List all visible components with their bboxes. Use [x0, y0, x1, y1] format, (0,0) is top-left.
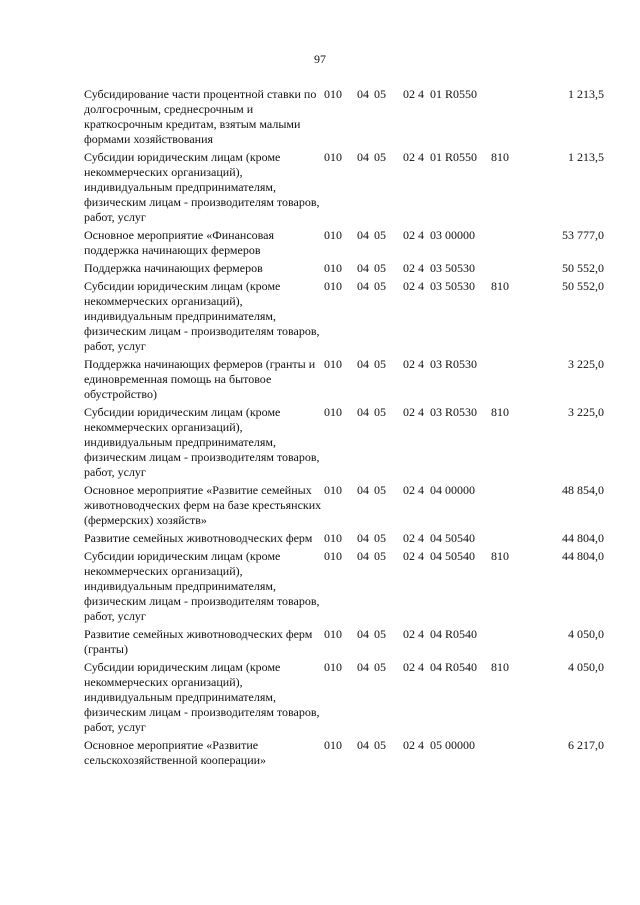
row-section-code: 010 [324, 483, 342, 497]
row-target-article: 02 4 01 R0550 [403, 150, 478, 164]
row-name: Субсидии юридическим лицам (кроме некоммерческих организаций), индивидуальным предпринимателям, физическим лицам - производителям товаров, работ, услуг [84, 150, 320, 224]
row-name: Субсидирование части процентной ставки по долгосрочным, среднесрочным и краткосрочным кредитам, взятым малыми формами хозяйствования [84, 87, 317, 146]
table-row [84, 405, 604, 480]
row-name: Субсидии юридическим лицам (кроме некоммерческих организаций), индивидуальным предпринимателям, физическим лицам - производителям товаров, работ, услуг [84, 549, 320, 623]
row-subsection-code: 04 05 [357, 531, 386, 545]
row-section-code: 010 [324, 531, 342, 545]
table-row [84, 738, 604, 768]
row-subsection-code: 04 05 [357, 627, 386, 641]
table-row [84, 279, 604, 354]
row-subsection-code: 04 05 [357, 405, 386, 419]
row-expense-type: 810 [491, 660, 509, 674]
row-subsection-code: 04 05 [357, 228, 386, 242]
row-amount: 53 777,0 [562, 228, 604, 242]
row-target-article: 02 4 03 00000 [403, 228, 475, 242]
budget-table [84, 87, 604, 771]
table-row [84, 531, 604, 546]
row-name: Поддержка начинающих фермеров [84, 261, 263, 275]
table-row [84, 660, 604, 735]
row-name: Основное мероприятие «Финансовая поддержка начинающих фермеров [84, 228, 275, 257]
row-subsection-code: 04 05 [357, 660, 386, 674]
row-amount: 44 804,0 [562, 531, 604, 545]
row-subsection-code: 04 05 [357, 549, 386, 563]
row-section-code: 010 [324, 627, 342, 641]
page-number: 97 [314, 52, 326, 66]
row-amount: 50 552,0 [562, 261, 604, 275]
row-amount: 6 217,0 [568, 738, 604, 752]
row-amount: 3 225,0 [568, 405, 604, 419]
row-name: Поддержка начинающих фермеров (гранты и единовременная помощь на бытовое обустройство) [84, 357, 316, 401]
row-target-article: 02 4 03 R0530 [403, 405, 478, 419]
row-section-code: 010 [324, 228, 342, 242]
row-section-code: 010 [324, 405, 342, 419]
row-target-article: 02 4 04 R0540 [403, 660, 478, 674]
row-name: Субсидии юридическим лицам (кроме некоммерческих организаций), индивидуальным предпринимателям, физическим лицам - производителям товаров, работ, услуг [84, 279, 320, 353]
table-row [84, 357, 604, 402]
table-row [84, 150, 604, 225]
row-target-article: 02 4 01 R0550 [403, 87, 478, 101]
row-name: Развитие семейных животноводческих ферм (гранты) [84, 627, 313, 656]
row-subsection-code: 04 05 [357, 279, 386, 293]
row-target-article: 02 4 04 50540 [403, 549, 475, 563]
row-amount: 50 552,0 [562, 279, 604, 293]
row-target-article: 02 4 05 00000 [403, 738, 475, 752]
row-expense-type: 810 [491, 405, 509, 419]
table-row [84, 261, 604, 276]
table-row [84, 627, 604, 657]
row-section-code: 010 [324, 87, 342, 101]
row-subsection-code: 04 05 [357, 357, 386, 371]
row-name: Основное мероприятие «Развитие сельскохозяйственной кооперации» [84, 738, 267, 767]
row-section-code: 010 [324, 261, 342, 275]
row-subsection-code: 04 05 [357, 150, 386, 164]
row-amount: 1 213,5 [568, 87, 604, 101]
row-expense-type: 810 [491, 549, 509, 563]
table-row [84, 483, 604, 528]
row-expense-type: 810 [491, 279, 509, 293]
row-section-code: 010 [324, 738, 342, 752]
row-target-article: 02 4 04 00000 [403, 483, 475, 497]
row-amount: 1 213,5 [568, 150, 604, 164]
row-target-article: 02 4 04 50540 [403, 531, 475, 545]
row-amount: 4 050,0 [568, 660, 604, 674]
row-target-article: 02 4 03 50530 [403, 279, 475, 293]
row-subsection-code: 04 05 [357, 87, 386, 101]
row-name: Субсидии юридическим лицам (кроме некоммерческих организаций), индивидуальным предпринимателям, физическим лицам - производителям товаров, работ, услуг [84, 405, 320, 479]
row-subsection-code: 04 05 [357, 483, 386, 497]
row-amount: 3 225,0 [568, 357, 604, 371]
row-section-code: 010 [324, 279, 342, 293]
row-section-code: 010 [324, 357, 342, 371]
table-row [84, 549, 604, 624]
row-name: Развитие семейных животноводческих ферм [84, 531, 313, 545]
row-target-article: 02 4 03 R0530 [403, 357, 478, 371]
row-section-code: 010 [324, 549, 342, 563]
row-name: Субсидии юридическим лицам (кроме некоммерческих организаций), индивидуальным предпринимателям, физическим лицам - производителям товаров, работ, услуг [84, 660, 320, 734]
row-subsection-code: 04 05 [357, 261, 386, 275]
row-amount: 44 804,0 [562, 549, 604, 563]
row-amount: 4 050,0 [568, 627, 604, 641]
row-subsection-code: 04 05 [357, 738, 386, 752]
table-row [84, 228, 604, 258]
row-amount: 48 854,0 [562, 483, 604, 497]
row-section-code: 010 [324, 660, 342, 674]
row-target-article: 02 4 03 50530 [403, 261, 475, 275]
row-expense-type: 810 [491, 150, 509, 164]
row-name: Основное мероприятие «Развитие семейных животноводческих ферм на базе крестьянских (фермерских) хозяйств» [84, 483, 322, 527]
row-section-code: 010 [324, 150, 342, 164]
table-row [84, 87, 604, 147]
row-target-article: 02 4 04 R0540 [403, 627, 478, 641]
